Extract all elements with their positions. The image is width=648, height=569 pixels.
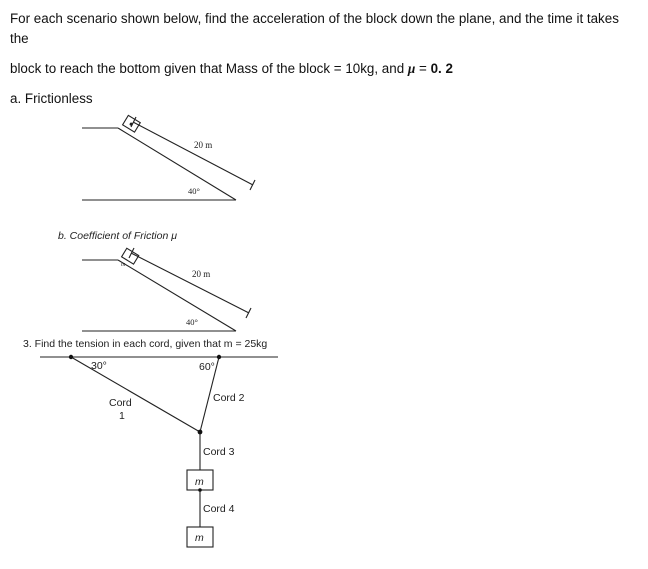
figure-a-length-label: 20 m <box>194 140 213 150</box>
problem-line-1: For each scenario shown below, find the acceleration of the block down the plane, and the time it takes <box>10 11 619 26</box>
mu-symbol: μ <box>407 61 416 76</box>
figure-b-angle-label: 40° <box>186 317 198 327</box>
cord-2-anchor-dot <box>217 355 221 359</box>
figure-a-incline <box>82 115 255 200</box>
figure-b-incline <box>82 248 251 331</box>
tension-diagram <box>40 357 278 547</box>
mass-2-label: m <box>195 532 204 544</box>
problem-line-2: the <box>10 31 29 46</box>
figure-a-dimension-tick-bottom <box>250 180 255 190</box>
cord-3-label: Cord 3 <box>203 446 235 458</box>
figure-a-angle-label: 40° <box>188 186 200 196</box>
knot-dot <box>198 430 203 435</box>
mu-value: 0. 2 <box>430 61 453 76</box>
angle-30-label: 30° <box>91 360 107 372</box>
cord-1-label-number: 1 <box>119 410 125 422</box>
cord-1-label-word: Cord <box>109 397 132 409</box>
problem-line-3-prefix: block to reach the bottom given that Mass of the block = 10kg, and <box>10 61 408 76</box>
cord-2-label: Cord 2 <box>213 392 245 404</box>
cord-4-label: Cord 4 <box>203 503 235 515</box>
equals-sign: = <box>415 61 431 76</box>
figure-b-dimension-tick-bottom <box>246 308 251 318</box>
figure-b-slope <box>118 260 236 331</box>
part-a-label: a. Frictionless <box>10 91 93 106</box>
figure-b-block-label: m <box>121 262 126 268</box>
question-3-text: 3. Find the tension in each cord, given that m = 25kg <box>23 338 268 350</box>
figure-a-block <box>123 115 141 132</box>
figure-a-dimension-line <box>133 122 253 185</box>
figure-a-slope <box>118 128 236 200</box>
cord-1-anchor-dot <box>69 355 73 359</box>
figure-b-dimension-line <box>131 253 249 313</box>
angle-60-label: 60° <box>199 361 215 373</box>
figure-b-length-label: 20 m <box>192 269 211 279</box>
mass-1-label: m <box>195 476 204 488</box>
figure-b-caption: b. Coefficient of Friction μ <box>58 230 177 242</box>
mass-1-hook-dot <box>198 488 202 492</box>
